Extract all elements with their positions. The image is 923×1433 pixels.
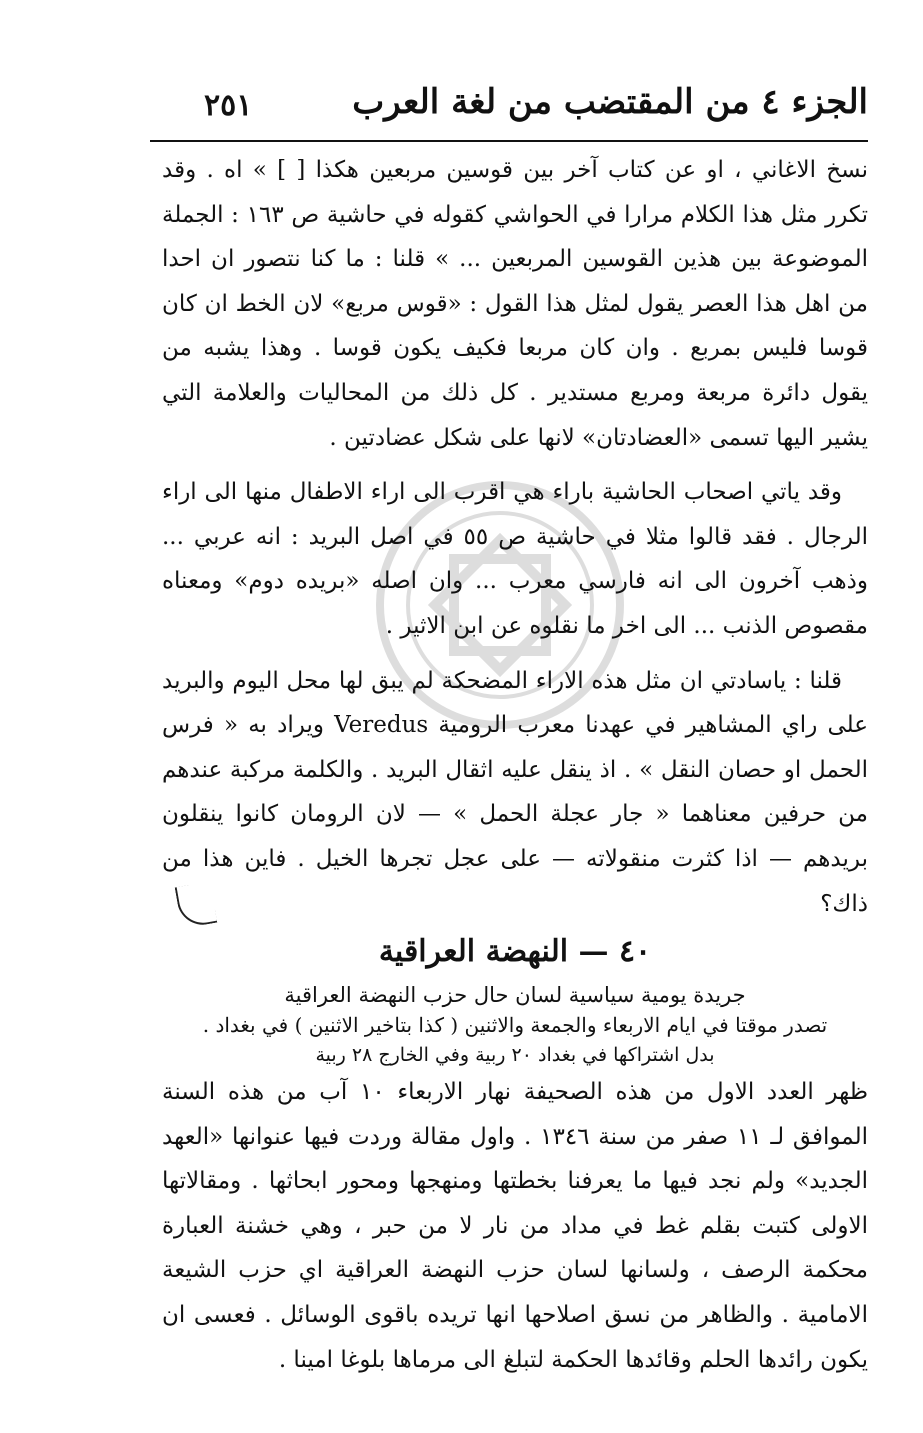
- paragraph: نسخ الاغاني ، او عن كتاب آخر بين قوسين مربعين هكذا [ ] » اه . وقد تكرر مثل هذا الكلام مرارا في الحواشي كقوله في حاشية ص ١٦٣ : الجملة الموضوعة بين هذين القوسين المربعين ... » قلنا : ما كنا نتصور ان احدا من اهل هذا العصر يقول لمثل هذا القول : «قوس مربع» لان الخط ان كان قوسا فليس بمربع . وان كان مربعا فكيف يكون قوسا . وهذا يشبه من يقول دائرة مربعة ومربع مستدير . كل ذلك من المحاليات والعلامة التي يشير اليها تسمى «العضادتان» لانها على شكل عضادتين .: [162, 157, 868, 451]
- page-body: [162, 148, 868, 1382]
- section-schedule: تصدر موقتا في ايام الاربعاء والجمعة والاثنين ( كذا بتاخير الاثنين ) في بغداد .: [202, 1013, 828, 1038]
- header-rule: [150, 140, 868, 142]
- page-number: ٢٥١: [204, 88, 253, 123]
- section-subtitle: جريدة يومية سياسية لسان حال حزب النهضة العراقية: [284, 983, 746, 1008]
- section-title: ٤٠ — النهضة العراقية: [378, 934, 652, 970]
- section-subscription: بدل اشتراكها في بغداد ٢٠ ربية وفي الخارج ٢٨ ربية: [315, 1044, 715, 1067]
- running-title: الجزء ٤ من المقتضب من لغة العرب: [352, 82, 868, 122]
- page-header: [150, 78, 868, 138]
- paragraph: قلنا : ياسادتي ان مثل هذه الاراء المضحكة لم يبق لها محل اليوم والبريد على راي المشاهير في عهدنا معرب الرومية Veredus ويراد به « فرس الحمل او حصان النقل » . اذ ينقل عليه اثقال البريد . والكلمة مركبة عندهم من حرفين معناهما « جار عجلة الحمل » — لان الرومان كانوا ينقلون بريدهم — اذا كثرت منقولاته — على عجل تجرها الخيل . فاين هذا من ذاك؟: [162, 667, 869, 917]
- section-paragraph: ظهر العدد الاول من هذه الصحيفة نهار الاربعاء ١٠ آب من هذه السنة الموافق لـ ١١ صفر من سنة ١٣٤٦ . واول مقالة وردت فيها عنوانها «العهد الجديد» ولم نجد فيها ما يعرفنا بخطتها ومنهجها ومحور ابحاثها . ومقالاتها الاولى كتبت بقلم غط في مداد من نار لا من حبر ، وهي خشنة العبارة محكمة الرصف ، ولسانها لسان حزب النهضة العراقية اي حزب الشيعة الامامية . والظاهر من نسق اصلاحها انها تريده باقوى الوسائل . فعسى ان يكون رائدها الحلم وقائدها الحكمة لتبلغ الى مرماها بلوغا امينا .: [162, 1079, 868, 1373]
- paragraph: وقد ياتي اصحاب الحاشية باراء هي اقرب الى اراء الاطفال منها الى اراء الرجال . فقد قالوا مثلا في حاشية ص ٥٥ في اصل البريد : انه عربي ... وذهب آخرون الى انه فارسي معرب ... وان اصله «بريده دوم» ومعناه مقصوص الذنب ... الى اخر ما نقلوه عن ابن الاثير .: [162, 479, 868, 639]
